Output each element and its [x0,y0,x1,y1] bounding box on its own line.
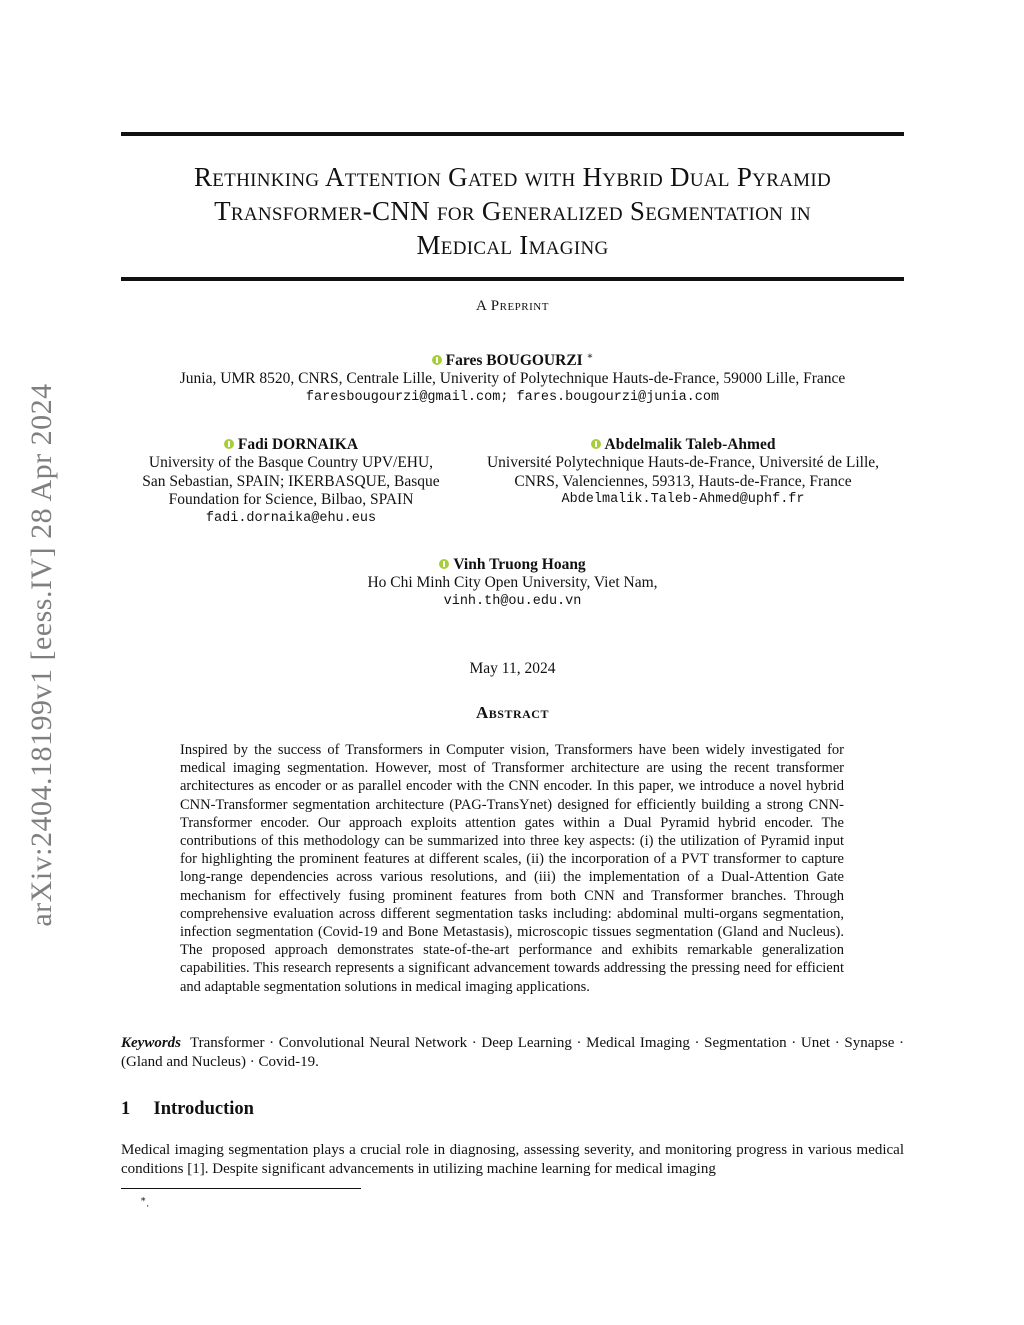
introduction-text: Medical imaging segmentation plays a crucial role in diagnosing, assessing severity, and monitoring progress in various medical conditions [1]. Despite significant advancements in utilizing machine learning for medical imaging [121,1142,904,1177]
author-name: Fares BOUGOURZI [445,352,583,370]
footnote-rule [121,1188,361,1189]
author-email[interactable]: faresbougourzi@gmail.com; fares.bougourzi@junia.com [305,389,720,405]
author-affiliation-line-2: CNRS, Valenciennes, 59313, Hauts-de-France, France [514,472,852,490]
author-name-line [121,556,904,574]
author-name-line [121,436,461,454]
section-number: 1 [121,1099,131,1119]
author-name-line [121,351,904,370]
orcid-icon[interactable] [591,439,601,449]
paper-title [121,160,904,262]
preprint-label: A Preprint [476,298,549,314]
author-block-2 [121,436,461,528]
author-affiliation: Junia, UMR 8520, CNRS, Centrale Lille, Univerity of Polytechnique Hauts-de-France, 59000 Lille, France [179,370,846,388]
abstract-text: Inspired by the success of Transformers in Computer vision, Transformers have been widely investigated for medical imaging segmentation. However, most of Transformer architecture are using the recent transformer architectures as encoder or as parallel encoder with the CNN encoder. In this paper, we introduce a novel hybrid CNN-Transformer segmentation architecture (PAG-TransYnet) designed for efficiently building a strong CNN-Transformer encoder. Our approach exploits attention gates within a Dual Pyramid hybrid encoder. The contributions of this methodology can be summarized into three key aspects: (i) the utilization of Pyramid input for highlighting the prominent features at different scales, (ii) the incorporation of a PVT transformer to capture long-range dependencies across various resolutions, and (iii) the implementation of a Dual-Attention Gate mechanism for effectively fusing prominent features from both CNN and Transformer branches. Through comprehensive evaluation across different segmentation tasks including: abdominal multi-organs segmentation, infection segmentation (Covid-19 and Bone Metastasis), microscopic tissues segmentation (Gland and Nucleus). The proposed approach demonstrates state-of-the-art performance and exhibits remarkable generalization capabilities. This research represents a significant advancement towards addressing the pressing need for efficient and adaptable segmentation solutions in medical imaging applications. [180,742,844,995]
author-affiliation-line-3: Foundation for Science, Bilbao, SPAIN [168,491,414,508]
paper-date: May 11, 2024 [469,660,556,677]
title-line-2: Transformer-CNN for Generalized Segmentation in [214,196,811,226]
author-footnote-mark: ∗ [586,351,594,362]
section-title: Introduction [153,1099,254,1119]
title-top-rule [121,132,904,136]
author-email[interactable]: fadi.dornaika@ehu.eus [205,510,377,526]
footnote-text: . [146,1197,149,1210]
section-heading [121,1099,254,1120]
author-affiliation-line-1: University of the Basque Country UPV/EHU, [148,454,434,471]
author-name: Vinh Truong Hoang [453,556,586,573]
arxiv-sidebar-stamp: arXiv:2404.18199v1 [eess.IV] 28 Apr 2024 [25,383,58,927]
title-bottom-rule [121,277,904,281]
orcid-icon[interactable] [432,355,442,365]
author-block-4 [121,556,904,611]
footnote-mark: ∗ [140,1194,147,1204]
author-name: Abdelmalik Taleb-Ahmed [604,436,776,453]
keywords-text: Transformer · Convolutional Neural Network · Deep Learning · Medical Imaging · Segmentation · Unet · Synapse · (Gland and Nucleus) · Covid-19. [121,1035,904,1070]
keywords-line [121,1034,904,1071]
title-line-3: Medical Imaging [416,230,609,260]
orcid-icon[interactable] [439,559,449,569]
author-affiliation-line-2: San Sebastian, SPAIN; IKERBASQUE, Basque [142,472,440,490]
author-block-3 [463,436,903,509]
author-block-1 [121,351,904,407]
footnote [140,1194,149,1210]
author-affiliation: Ho Chi Minh City Open University, Viet Nam, [367,574,658,591]
title-line-1: Rethinking Attention Gated with Hybrid Dual Pyramid [193,162,832,192]
author-email[interactable]: Abdelmalik.Taleb-Ahmed@uphf.fr [561,492,805,507]
author-name: Fadi DORNAIKA [237,436,359,453]
author-email[interactable]: vinh.th@ou.edu.vn [443,593,582,609]
abstract-heading: Abstract [476,703,549,722]
author-affiliation-line-1: Université Polytechnique Hauts-de-France, Université de Lille, [486,454,880,471]
keywords-label: Keywords [121,1035,181,1051]
orcid-icon[interactable] [224,439,234,449]
author-name-line [463,436,903,454]
